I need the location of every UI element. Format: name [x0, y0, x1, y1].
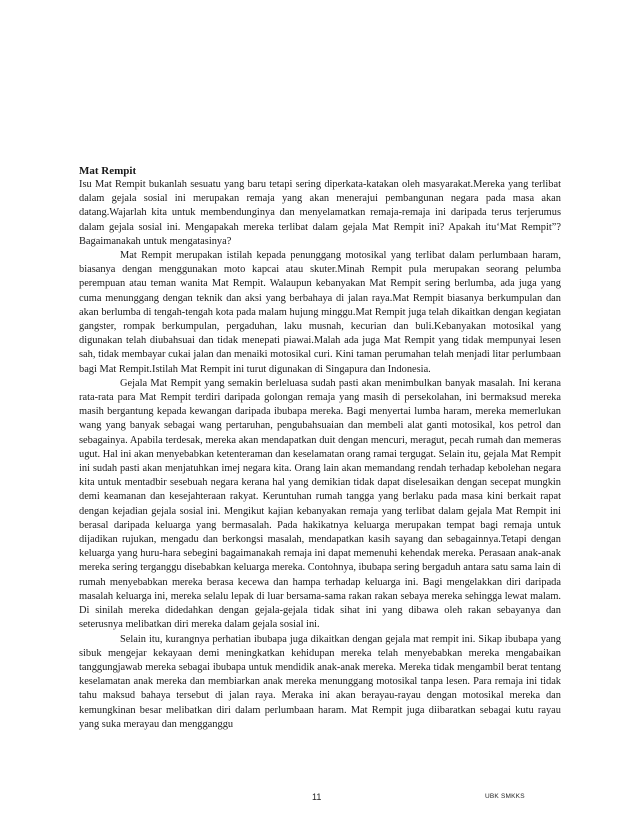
- document-title: Mat Rempit: [79, 165, 137, 177]
- footer-school-label: UBK SMKKS: [485, 793, 525, 800]
- paragraph-intro: Isu Mat Rempit bukanlah sesuatu yang baru tetapi sering diperkata-katakan oleh masyarakat.Mereka yang terlibat dalam gejala sosial ini merupakan remaja yang akan menerajui pembangunan negara pada masa akan datang.Wajarlah kita untuk membendunginya dan menyelamatkan remaja-remaja ini daripada terus terjerumus dalam gejala sosial ini. Mengapakah mereka terlibat dalam gejala Mat Rempit ini? Apakah itu‘Mat Rempit”? Bagaimanakah untuk mengatasinya?: [79, 179, 561, 247]
- page-number: 11: [312, 792, 322, 802]
- paragraph-causes: Selain itu, kurangnya perhatian ibubapa juga dikaitkan dengan gejala mat rempit ini. Sikap ibubapa yang sibuk mengejar kekayaan demi meningkatkan kehidupan mereka telah menyebabkan mereka mengabaikan tanggungjawab mereka sebagai ibubapa untuk mendidik anak-anak mereka. Mereka tidak mengambil berat tentang keselamatan anak mereka dan membiarkan anak mereka menunggang motosikal tanpa lesen. Para remaja ini tidak tahu maksud bahaya tersebut di jalan raya. Meraka ini akan berayau-rayau dengan motosikal mereka dan kemungkinan besar melibatkan diri dalam perlumbaan haram. Mat Rempit juga diibaratkan sebagai kutu rayau yang suka merayau dan mengganggu: [79, 633, 561, 730]
- document-body: [79, 164, 561, 732]
- paragraph-effects: Gejala Mat Rempit yang semakin berleluasa sudah pasti akan menimbulkan banyak masalah. Ini kerana rata-rata para Mat Rempit terdiri daripada golongan remaja yang masih di persekolahan, ini bermaksud mereka masih bergantung kepada kewangan daripada ibubapa mereka. Bagi menyertai lumba haram, mereka memerlukan wang yang banyak sebagai wang pertaruhan, pengubahsuaian dan membeli alat ganti motosikal, kos petrol dan sebagainya. Apabila terdesak, mereka akan mendapatkan duit dengan mencuri, meragut, pecah rumah dan memeras ugut. Hal ini akan menyebabkan ketenteraman dan keselamatan orang ramai tergugat. Selain itu, gejala Mat Rempit ini sudah pasti akan menjatuhkan imej negara kita. Orang lain akan memandang rendah terhadap kebolehan negara kita untuk mentadbir sesebuah negara kerana hal yang demikian tidak dapat diselesaikan dengan secepat mungkin demi keamanan dan kesejahteraan rakyat. Keruntuhan rumah tangga yang berlaku pada masa kini berkait rapat dengan kejadian gejala sosial ini. Mengikut kajian kebanyakan remaja yang terlibat dalam gejala Mat Rempit ini berasal daripada keluarga yang bermasalah. Pada hakikatnya keluarga merupakan tempat bagi remaja untuk dijadikan rujukan, mengadu dan berkongsi masalah, mendapatkan kasih sayang dan sebagainnya.Tetapi dengan keluarga yang huru-hara sebegini bagaimanakah remaja ini dapat memenuhi kehendak mereka. Perasaan anak-anak mereka sering terganggu disebabkan keluarga mereka. Contohnya, ibubapa sering bergaduh antara satu sama lain di rumah menyebabkan mereka berasa kecewa dan hampa terhadap keluarga ini. Bagi mengelakkan diri daripada masalah keluarga ini, mereka selalu lepak di luar bersama-sama rakan rakan sebaya mereka sehingga lewat malam. Di sinilah mereka didedahkan dengan gejala-gejala tidak sihat ini yang dibawa oleh rakan sebayanya dan seterusnya melibatkan diri mereka dalam gejala sosial ini.: [79, 377, 561, 631]
- paragraph-definition: Mat Rempit merupakan istilah kepada penunggang motosikal yang terlibat dalam perlumbaan haram, biasanya dengan menggunakan moto kapcai atau skuter.Minah Rempit pula merupakan seorang pelumba perempuan atau teman wanita Mat Rempit. Walaupun kebanyakan Mat Rempit sering berlumba, ada juga yang cuma menunggang dengan teknik dan aksi yang berbahaya di jalan raya.Mat Rempit biasanya berkumpulan dan akan berlumba di tengah-tengah kota pada malam hujung minggu.Mat Rempit juga telah dikaitkan dengan kegiatan gangster, rompak berkumpulan, pergaduhan, laku musnah, kecurian dan buli.Kebanyakan motosikal yang digunakan telah diubahsuai dan tidak menepati piawai.Malah ada juga Mat Rempit yang tidak mempunyai lesen sah, tidak membayar cukai jalan dan menaiki motosikal curi. Kini taman perumahan telah menjadi litar perlumbaan bagi Mat Rempit.Istilah Mat Rempit ini turut digunakan di Singapura dan Indonesia.: [79, 250, 561, 375]
